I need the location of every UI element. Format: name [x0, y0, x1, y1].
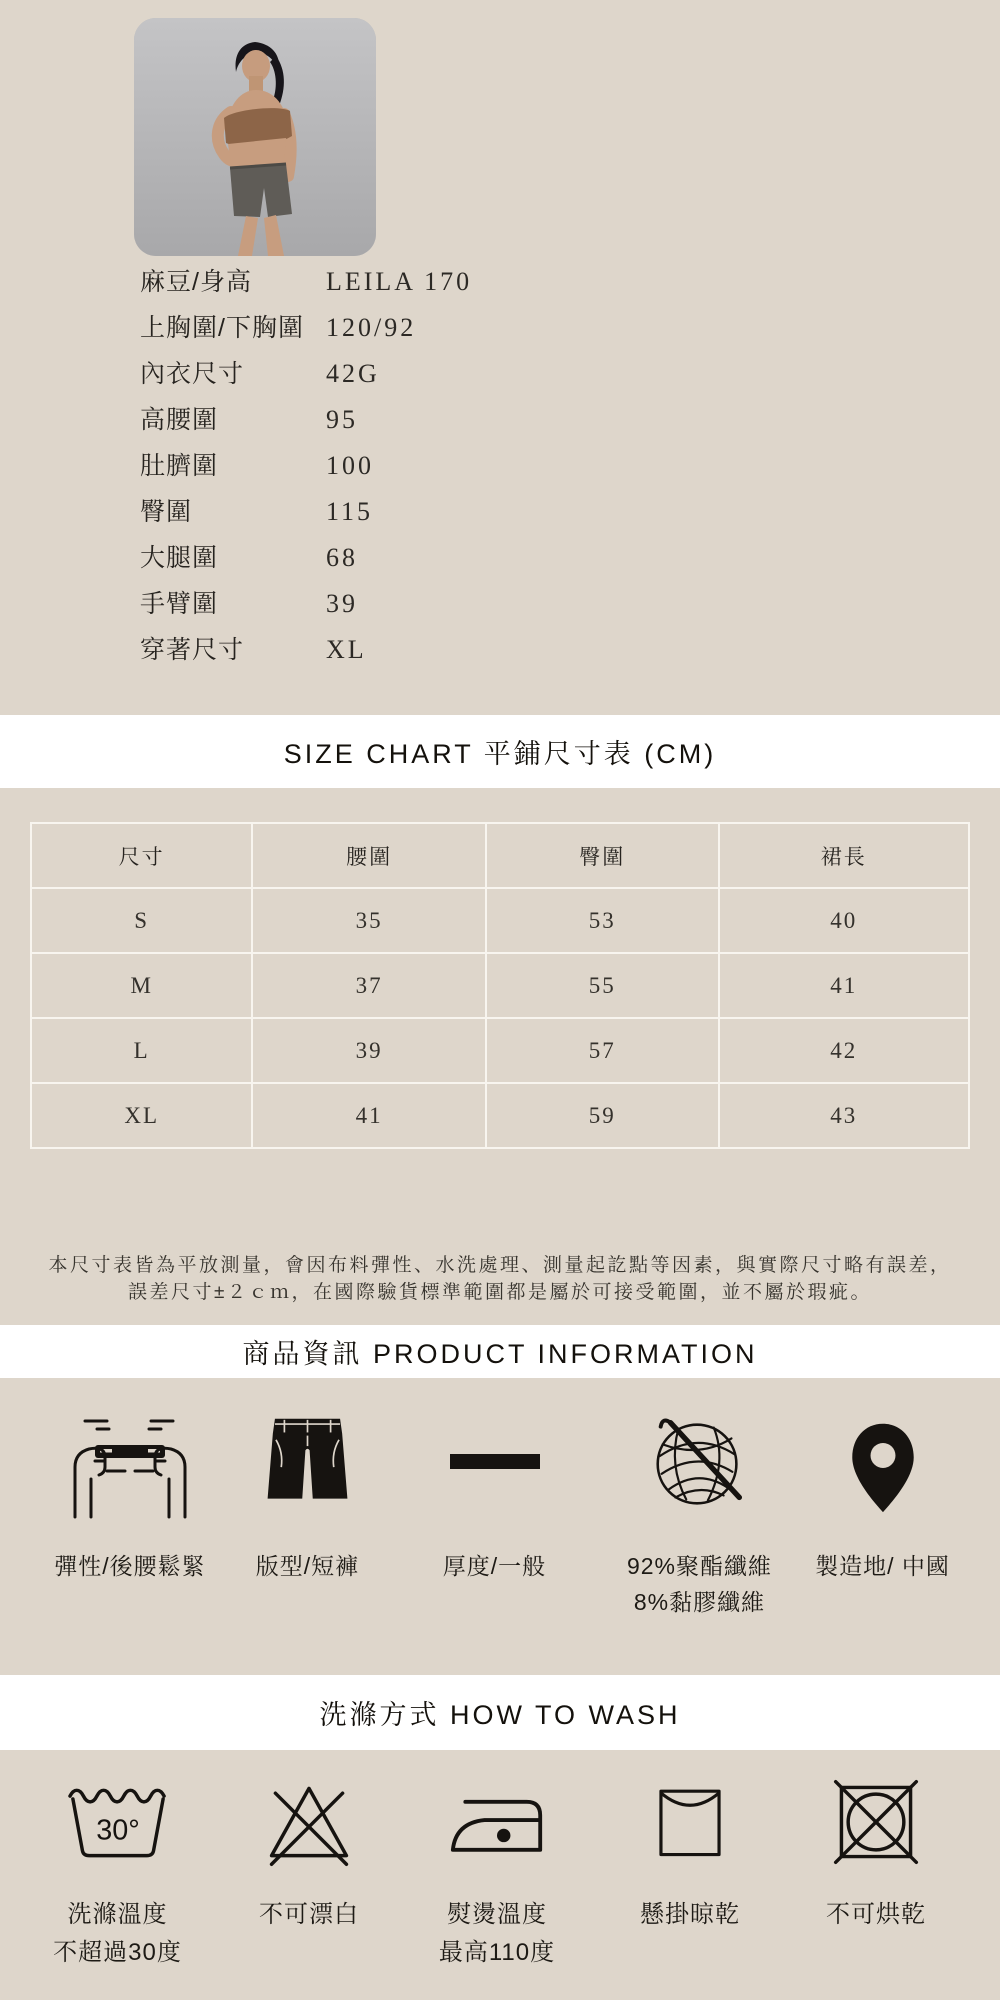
model-photo-illustration: [134, 18, 376, 256]
location-pin-icon: [800, 1378, 965, 1520]
model-section: [0, 0, 1000, 715]
measure-row: [140, 354, 472, 400]
info-item-material: [602, 1378, 797, 1620]
table-cell: S: [31, 888, 252, 953]
table-cell: 41: [252, 1083, 486, 1148]
table-cell: 43: [719, 1083, 969, 1148]
measure-label: 穿著尺寸: [140, 636, 245, 664]
wash-label: 不可漂白: [259, 1901, 359, 1928]
wash-temp-value: 30°: [95, 1814, 140, 1847]
wash-title: 洗滌方式 HOW TO WASH: [319, 1700, 681, 1730]
column-header: 腰圍: [252, 823, 486, 888]
stretch-hands-icon: [25, 1378, 235, 1520]
disclaimer-line-1: 本尺寸表皆為平放測量，會因布料彈性、水洗處理、測量起訖點等因素，與實際尺寸略有誤差，: [48, 1255, 952, 1276]
measure-label: 麻豆/身高: [140, 268, 252, 296]
wash-item-no-tumble-dry: [786, 1750, 966, 1934]
measure-label: 肚臍圍: [140, 452, 219, 480]
wash-label-line-1: 熨燙溫度: [447, 1901, 547, 1928]
hang-dry-icon: [600, 1750, 780, 1870]
model-photo: [134, 18, 376, 256]
size-chart-section: [0, 788, 1000, 1325]
size-chart-band: [0, 715, 1000, 788]
table-cell: 37: [252, 953, 486, 1018]
product-info-band: [0, 1325, 1000, 1378]
table-row: [31, 953, 969, 1018]
measure-value: 42G: [326, 359, 380, 388]
measure-label: 高腰圍: [140, 406, 219, 434]
table-cell: M: [31, 953, 252, 1018]
measure-value: LEILA 170: [326, 267, 473, 296]
measure-row: [140, 584, 472, 630]
measure-row: [140, 630, 472, 676]
table-cell: 55: [486, 953, 719, 1018]
measure-value: 68: [326, 543, 358, 572]
info-label: 版型/短褲: [255, 1553, 360, 1579]
column-header: 尺寸: [31, 823, 252, 888]
size-chart-table: [30, 822, 970, 1149]
material-line-2: 8%黏膠纖維: [633, 1589, 766, 1615]
measure-label: 臀圍: [140, 498, 193, 526]
table-cell: 59: [486, 1083, 719, 1148]
wash-item-iron: [407, 1750, 587, 1972]
measure-row: [140, 262, 472, 308]
measure-row: [140, 538, 472, 584]
measure-value: 39: [326, 589, 358, 618]
wash-band: [0, 1675, 1000, 1750]
measure-label: 大腿圍: [140, 544, 219, 572]
measure-label: 手臂圍: [140, 590, 219, 618]
measure-value: XL: [326, 635, 367, 664]
product-info-title: 商品資訊 PRODUCT INFORMATION: [242, 1339, 758, 1369]
info-item-fit: [225, 1378, 390, 1584]
shorts-icon: [225, 1378, 390, 1520]
table-cell: 40: [719, 888, 969, 953]
wash-label-line-1: 洗滌溫度: [67, 1901, 168, 1928]
measure-row: [140, 308, 472, 354]
column-header: 裙長: [719, 823, 969, 888]
table-cell: 35: [252, 888, 486, 953]
no-bleach-icon: [219, 1750, 399, 1870]
wash-label: [20, 1896, 215, 1972]
wash-label: 不可烘乾: [826, 1901, 926, 1928]
yarn-ball-icon: [602, 1378, 797, 1520]
wash-label-line-2: 最高110度: [438, 1939, 556, 1966]
table-header-row: [31, 823, 969, 888]
measure-label: 內衣尺寸: [140, 360, 245, 388]
table-cell: 53: [486, 888, 719, 953]
table-cell: 42: [719, 1018, 969, 1083]
info-item-origin: [800, 1378, 965, 1584]
measurement-list: [140, 262, 472, 676]
wash-item-no-bleach: [219, 1750, 399, 1934]
measure-value: 120/92: [326, 313, 417, 342]
table-cell: L: [31, 1018, 252, 1083]
product-info-section: [0, 1378, 1000, 1675]
iron-icon: [407, 1750, 587, 1870]
measure-value: 100: [326, 451, 374, 480]
size-disclaimer: [0, 1252, 1000, 1306]
wash-section: [0, 1750, 1000, 2000]
size-chart-title: SIZE CHART 平鋪尺寸表 (CM): [283, 739, 717, 769]
table-row: [31, 1018, 969, 1083]
table-cell: XL: [31, 1083, 252, 1148]
info-label: 製造地/ 中國: [815, 1553, 950, 1579]
measure-row: [140, 446, 472, 492]
column-header: 臀圍: [486, 823, 719, 888]
measure-value: 115: [326, 497, 374, 526]
wash-label: [407, 1896, 587, 1972]
wash-item-temperature: [20, 1750, 215, 1972]
info-item-thickness: [412, 1378, 577, 1584]
table-cell: 39: [252, 1018, 486, 1083]
measure-row: [140, 400, 472, 446]
table-cell: 57: [486, 1018, 719, 1083]
wash-30-icon: [20, 1750, 215, 1870]
table-cell: 41: [719, 953, 969, 1018]
measure-row: [140, 492, 472, 538]
table-row: [31, 888, 969, 953]
wash-item-hang-dry: [600, 1750, 780, 1934]
measure-value: 95: [326, 405, 358, 434]
wash-label-line-2: 不超過30度: [53, 1939, 182, 1966]
table-row: [31, 1083, 969, 1148]
info-label: 彈性/後腰鬆緊: [54, 1553, 206, 1579]
info-label: 厚度/一般: [442, 1553, 547, 1579]
material-line-1: 92%聚酯纖維: [626, 1553, 773, 1579]
disclaimer-line-2: 誤差尺寸±２ｃｍ，在國際驗貨標準範圍都是屬於可接受範圍，並不屬於瑕疵。: [128, 1282, 872, 1303]
info-item-elasticity: [25, 1378, 235, 1584]
no-tumble-dry-icon: [786, 1750, 966, 1870]
thickness-line-icon: [412, 1378, 577, 1520]
wash-label: 懸掛晾乾: [640, 1901, 740, 1928]
info-label: [602, 1548, 797, 1620]
measure-label: 上胸圍/下胸圍: [140, 314, 304, 342]
